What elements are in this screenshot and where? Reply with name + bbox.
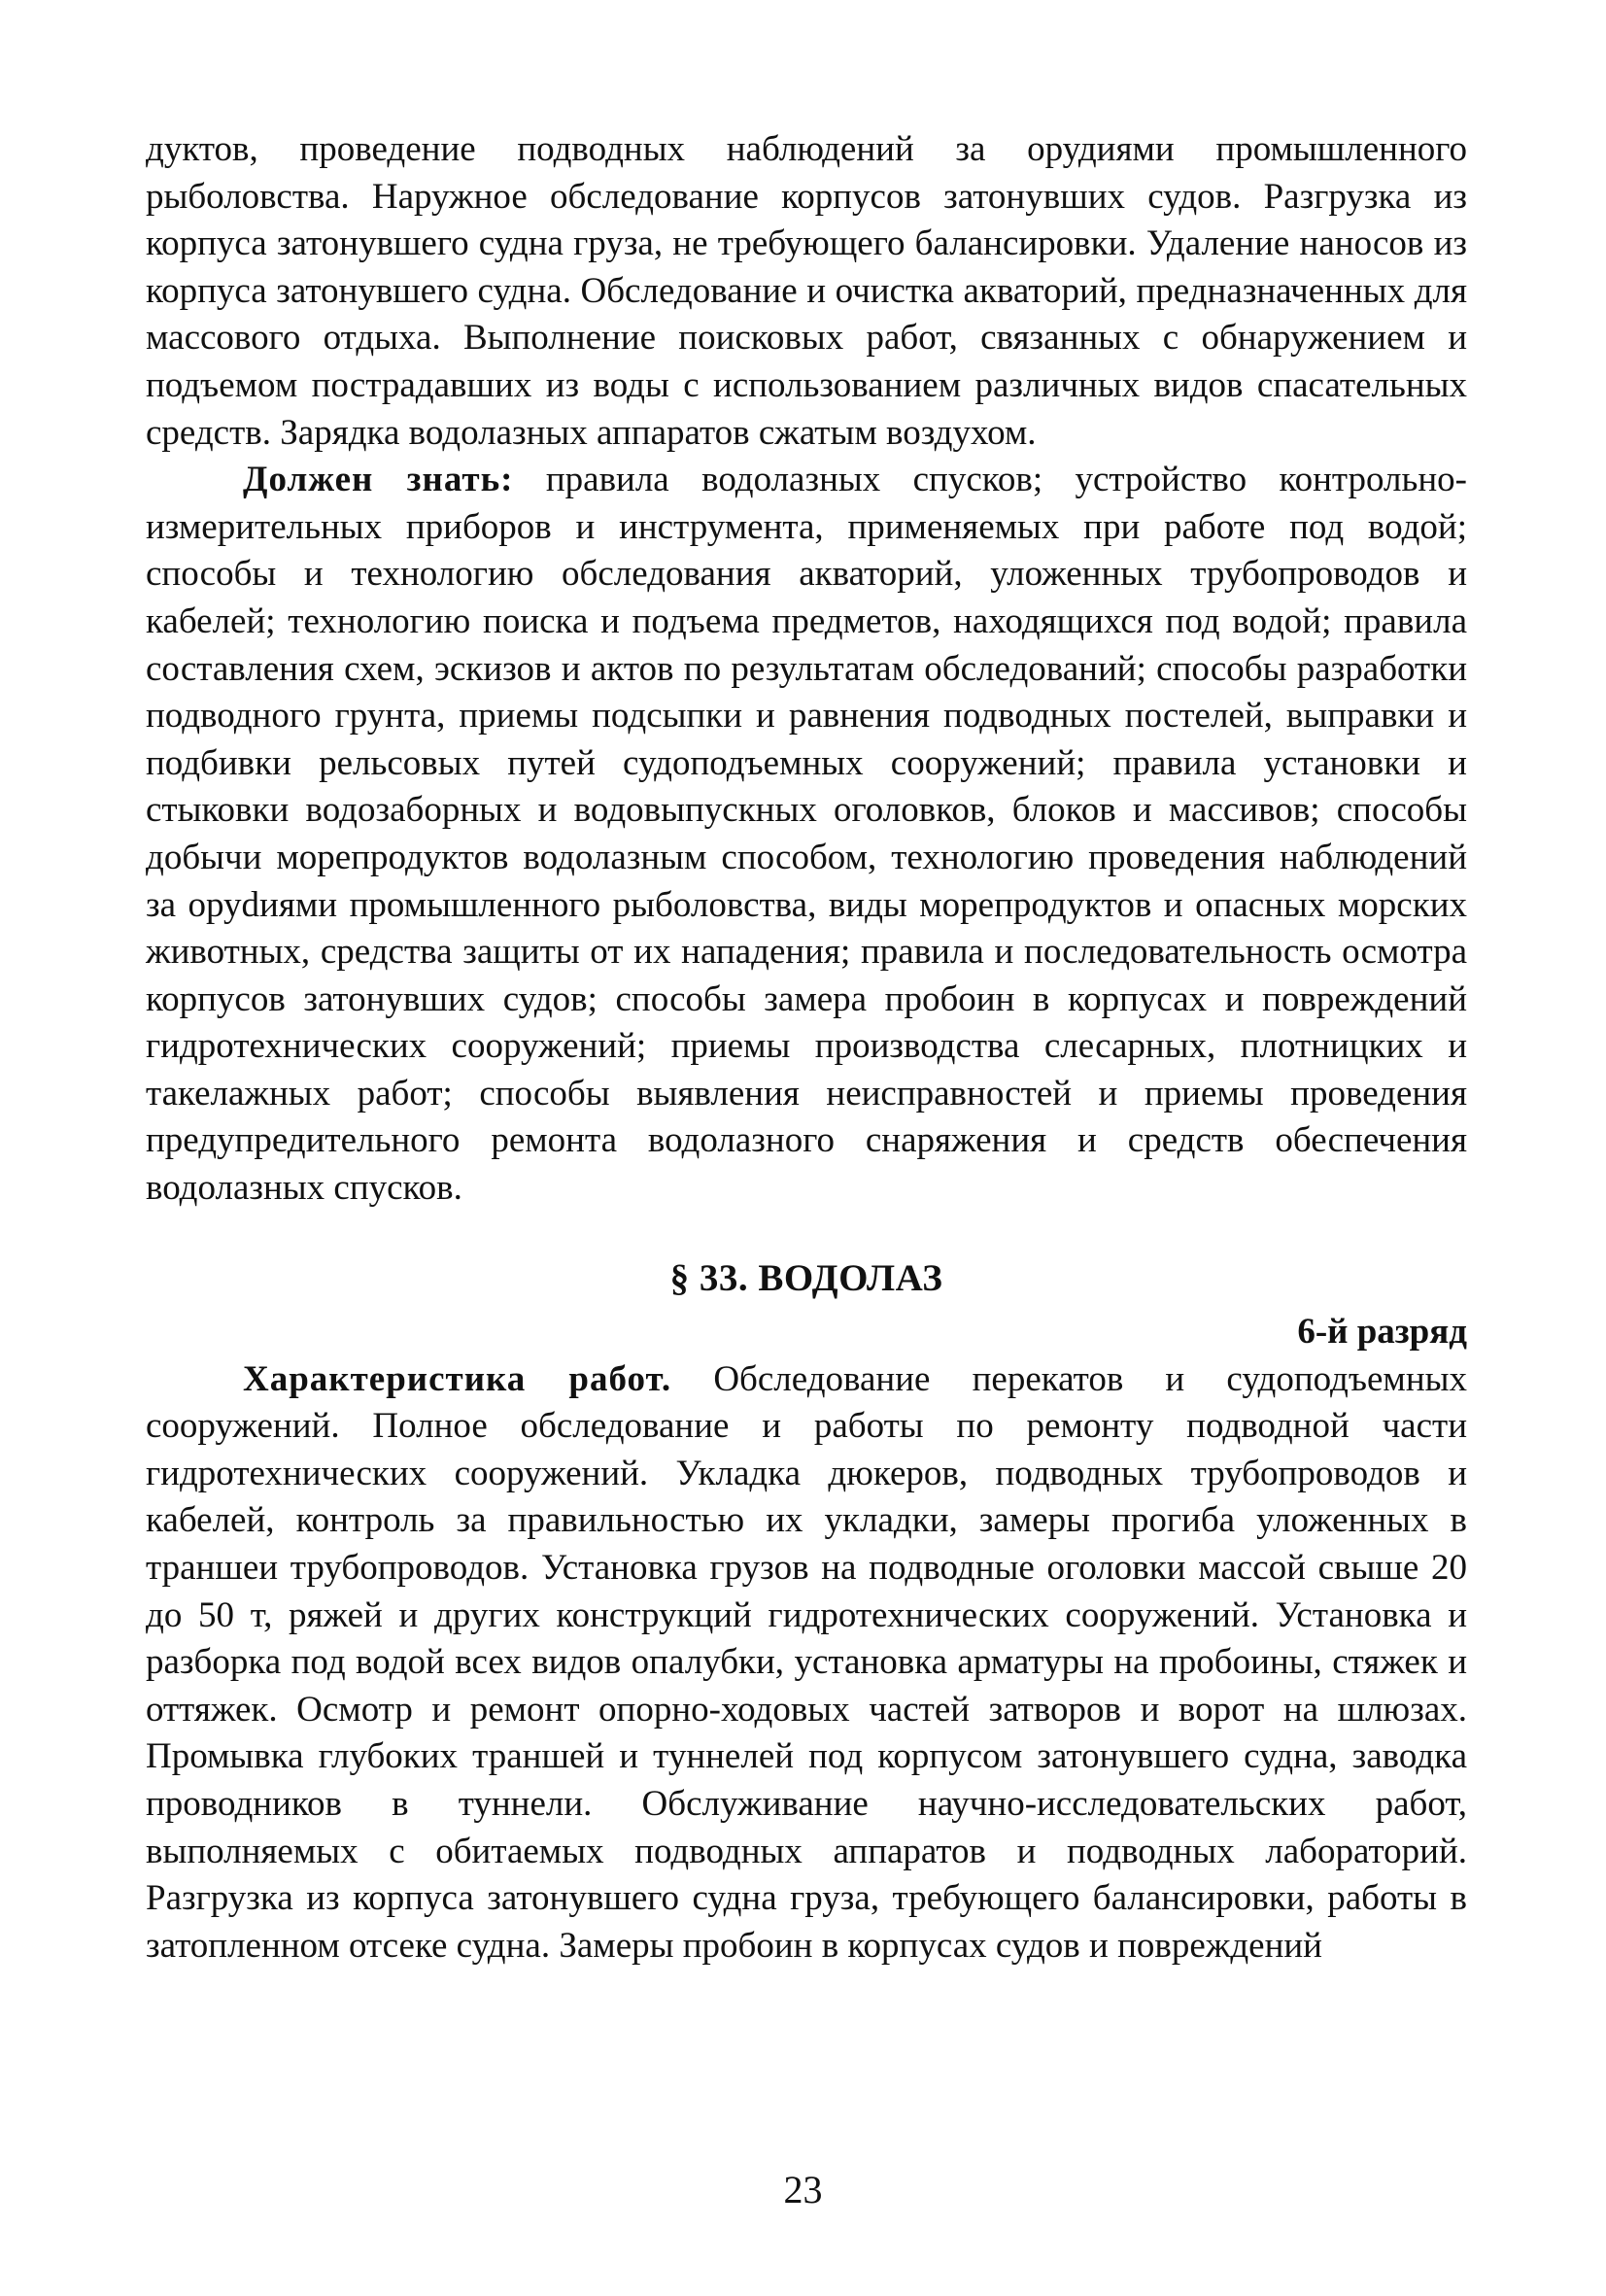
characteristics-text: Обследование перекатов и судоподъемных сооружений. Полное обследование и работы по ремонту подводной части гидротехнических сооружений. Укладка дюкеров, подводных трубопроводов и кабелей, контроль за правильностью их укладки, замеры прогиба уложенных в траншеи трубопроводов. Установка грузов на подводные оголовки массой свыше 20 до 50 т, ряжей и других конструкций гидротехнических сооружений. Установка и разборка под водой всех видов опалубки, установка арматуры на пробоины, стяжек и оттяжек. Осмотр и ремонт опорно-ходовых частей затворов и ворот на шлюзах. Промывка глубоких траншей и туннелей под корпусом затонувшего судна, заводка проводников в туннели. Обслуживание научно-исследовательских работ, выполняемых с обитаемых подводных аппаратов и подводных лабораторий. Разгрузка из корпуса затонувшего судна груза, требующего балансировки, работы в затопленном отсеке судна. Замеры пробоин в корпусах судов и повреждений (146, 1358, 1468, 1966)
page-number: 23 (783, 2168, 823, 2211)
knowledge-paragraph (146, 457, 1467, 1213)
characteristics-lead: Характеристика работ. (243, 1358, 672, 1399)
knowledge-text: правила водолазных спусков; устройство контрольно-измерительных приборов и инструмента, применяемых при работе под водой; способы и технологию обследования акваторий, уложенных трубопроводов и кабелей; технологию поиска и подъема предметов, находящихся под водой; правила составления схем, эскизов и актов по результатам обследований; способы разработки подводного грунта, приемы подсыпки и равнения подводных постелей, выправки и подбивки рельсовых путей судоподъемных сооружений; правила установки и стыковки водозаборных и водовыпускных оголовков, блоков и массивов; способы добычи морепродуктов водолазным способом, технологию проведения наблюдений за оруdиями промышленного рыболовства, виды морепродуктов и опасных морских животных, средства защиты от их нападения; правила и последовательность осмотра корпусов затонувших судов; способы замера пробоин в корпусах и повреждений гидротехнических сооружений; приемы производства слесарных, плотницких и такелажных работ; способы выявления неисправностей и приемы проведения предупредительного ремонта водолазного снаряжения и средств обеспечения водолазных спусков. (146, 460, 1468, 1209)
continuation-paragraph: дуктов, проведение подводных наблюдений за орудиями промышленного рыболовства. Наружное обследование корпусов затонувших судов. Разгрузка из корпуса затонувшего судна груза, не требующего балансировки. Удаление наносов из корпуса затонувшего судна. Обследование и очистка акваторий, предназначенных для массового отдыха. Выполнение поисковых работ, связанных с обнаружением и подъемом пострадавших из воды с использованием различных видов спасательных средств. Зарядка водолазных аппаратов сжатым воздухом. (146, 129, 1467, 453)
grade-label: 6-й разряд (1297, 1311, 1467, 1352)
knowledge-lead: Должен знать: (243, 460, 514, 500)
section-heading: § 33. ВОДОЛАЗ (669, 1256, 943, 1299)
document-page (146, 126, 1467, 1970)
characteristics-paragraph (146, 1356, 1467, 1970)
